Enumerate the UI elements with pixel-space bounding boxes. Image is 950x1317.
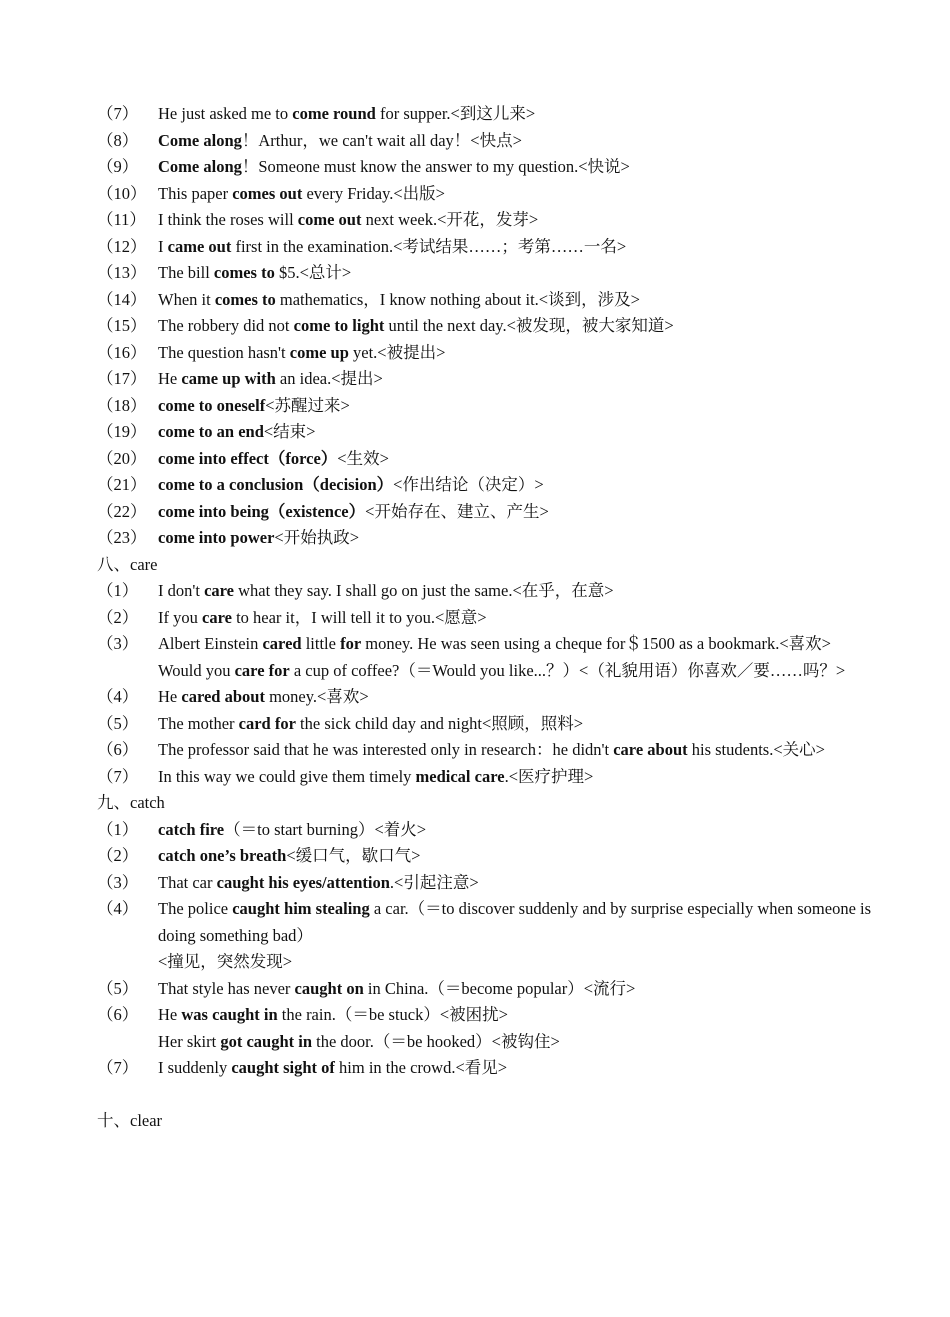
text-fragment: He just asked me to: [158, 104, 293, 123]
item-text: [158, 313, 877, 340]
item-number: （14）: [97, 289, 147, 309]
text-fragment: .<引起注意>: [389, 872, 479, 892]
text-fragment: If you: [158, 607, 202, 627]
text-fragment: Would you: [158, 660, 235, 680]
blank-line: [97, 1082, 877, 1109]
list-item: [97, 870, 877, 897]
item-text: [158, 340, 877, 367]
list-item: [97, 711, 877, 738]
text-fragment: <结束>: [263, 422, 316, 441]
text-fragment: money.<喜欢>: [264, 687, 369, 706]
text-fragment: I don't: [158, 581, 205, 600]
list-item: [97, 287, 877, 314]
bold-phrase: caught on: [294, 978, 364, 998]
item-text: [158, 1055, 877, 1082]
list-item: [97, 366, 877, 393]
text-fragment: to hear it，I will tell it to you.<愿意>: [231, 607, 487, 627]
list-item: [97, 446, 877, 473]
text-fragment: ！Someone must know the answer to my question.<快说>: [241, 157, 630, 176]
item-text: [158, 154, 877, 181]
item-number: （3）: [97, 634, 139, 653]
text-fragment: <开始存在、建立、产生>: [365, 501, 549, 521]
bold-phrase: caught him stealing: [232, 899, 370, 918]
bold-phrase: comes out: [232, 183, 303, 203]
text-fragment: every Friday.<出版>: [302, 183, 445, 203]
item-number: （1）: [97, 581, 139, 600]
text-fragment: <撞见，突然发现>: [158, 952, 293, 971]
list-item: [97, 631, 877, 658]
text-fragment: Albert Einstein: [158, 634, 263, 653]
item-text: [158, 817, 877, 844]
bold-phrase: card for: [238, 713, 296, 733]
item-text: [158, 684, 877, 711]
item-text: [158, 181, 877, 208]
item-text: [158, 737, 877, 764]
text-fragment: <缓口气，歇口气>: [286, 846, 421, 865]
item-text: [158, 446, 877, 473]
item-number: （9）: [97, 157, 139, 176]
bold-phrase: came up with: [181, 369, 276, 388]
bold-phrase: got caught in: [220, 1031, 313, 1051]
list-item: [97, 393, 877, 420]
section-heading: 八、care: [97, 554, 158, 574]
bold-phrase: comes to: [213, 263, 275, 282]
bold-phrase: comes to: [214, 289, 276, 309]
text-fragment: a car.（＝to discover suddenly and by surprise especially when someone is doing something bad）: [158, 899, 876, 945]
bold-phrase: cared about: [181, 687, 265, 706]
list-item: [97, 260, 877, 287]
list-item: [97, 737, 877, 764]
item-text: [158, 870, 877, 897]
item-number: （21）: [97, 475, 147, 494]
text-fragment: his students.<关心>: [687, 740, 825, 759]
list-item: [97, 154, 877, 181]
text-fragment: the rain.（＝be stuck）<被困扰>: [277, 1005, 508, 1024]
document-page: [97, 101, 877, 1135]
bold-phrase: medical care: [415, 766, 505, 786]
bold-phrase: cared: [262, 634, 302, 653]
text-fragment: little: [301, 634, 341, 653]
bold-phrase: come to an end: [158, 422, 264, 441]
text-fragment: the door.（＝be hooked）<被钩住>: [312, 1031, 560, 1051]
list-item: [97, 605, 877, 632]
text-fragment: <生效>: [337, 448, 389, 468]
text-fragment: （＝to start burning）<着火>: [224, 819, 427, 839]
item-number: （4）: [97, 899, 139, 918]
item-number: （2）: [97, 846, 139, 865]
item-text: [158, 525, 877, 552]
item-text: [158, 578, 877, 605]
item-text: [158, 711, 877, 738]
text-fragment: <苏醒过来>: [265, 395, 350, 415]
text-fragment: When it: [158, 289, 215, 309]
bold-phrase: come into being（existence）: [158, 501, 366, 521]
text-fragment: The mother: [158, 713, 239, 733]
list-item: [97, 843, 877, 870]
list-item: [97, 101, 877, 128]
text-fragment: yet.<被提出>: [348, 342, 446, 362]
bold-phrase: come into power: [158, 528, 275, 547]
item-number: （6）: [97, 740, 139, 759]
text-fragment: an idea.<提出>: [275, 369, 383, 388]
item-number: （12）: [97, 236, 147, 256]
text-fragment: That style has never: [158, 978, 295, 998]
text-fragment: $5.<总计>: [274, 263, 352, 282]
bold-phrase: come round: [292, 104, 376, 123]
text-fragment: I: [158, 236, 168, 256]
list-item: [97, 128, 877, 155]
item-text: [158, 499, 877, 526]
bold-phrase: come to oneself: [158, 395, 266, 415]
item-text: [158, 843, 877, 870]
bold-phrase: come up: [289, 342, 349, 362]
text-fragment: what they say. I shall go on just the same.<在乎，在意>: [234, 581, 614, 600]
item-number: （7）: [97, 766, 139, 786]
continuation-line: [97, 658, 877, 685]
text-fragment: until the next day.<被发现，被大家知道>: [384, 316, 674, 335]
bold-phrase: for: [340, 634, 362, 653]
text-fragment: He: [158, 687, 182, 706]
text-fragment: .<医疗护理>: [504, 766, 594, 786]
section-heading: 九、catch: [97, 793, 165, 812]
text-fragment: in China.（＝become popular）<流行>: [363, 978, 636, 998]
item-number: （8）: [97, 130, 139, 150]
bold-phrase: came out: [167, 236, 232, 256]
text-fragment: next week.<开花，发芽>: [361, 210, 539, 229]
item-number: （3）: [97, 872, 139, 892]
list-item: [97, 313, 877, 340]
text-fragment: He: [158, 1005, 182, 1024]
list-item: [97, 896, 877, 949]
bold-phrase: come to light: [293, 316, 385, 335]
item-text: [158, 393, 877, 420]
text-fragment: I suddenly: [158, 1058, 232, 1077]
list-item: [97, 578, 877, 605]
item-text: [158, 472, 877, 499]
list-item: [97, 340, 877, 367]
item-number: （5）: [97, 978, 139, 998]
text-fragment: I think the roses will: [158, 210, 298, 229]
item-number: （6）: [97, 1005, 139, 1024]
item-number: （2）: [97, 607, 139, 627]
item-text: [158, 419, 877, 446]
item-number: （19）: [97, 422, 147, 441]
text-fragment: The bill: [158, 263, 214, 282]
text-fragment: He: [158, 369, 182, 388]
list-item: [97, 472, 877, 499]
text-fragment: The robbery did not: [158, 316, 294, 335]
section-heading: 十、clear: [97, 1111, 163, 1130]
item-number: （23）: [97, 528, 147, 547]
bold-phrase: caught his eyes/attention: [216, 872, 390, 892]
item-text: [158, 260, 877, 287]
list-item: [97, 817, 877, 844]
text-fragment: The professor said that he was interested only in research：he didn't: [158, 740, 614, 759]
item-text: [158, 128, 877, 155]
list-item: [97, 207, 877, 234]
item-number: （20）: [97, 448, 147, 468]
list-item: [97, 764, 877, 791]
item-number: （1）: [97, 819, 139, 839]
bold-phrase: care about: [613, 740, 688, 759]
item-number: （17）: [97, 369, 147, 388]
item-text: [158, 631, 877, 658]
list-item: [97, 1055, 877, 1082]
bold-phrase: caught sight of: [231, 1058, 335, 1077]
bold-phrase: Come along: [158, 157, 242, 176]
text-fragment: This paper: [158, 183, 233, 203]
list-item: [97, 419, 877, 446]
item-text: [158, 207, 877, 234]
item-number: （11）: [97, 210, 146, 229]
text-fragment: Her skirt: [158, 1031, 221, 1051]
item-number: （15）: [97, 316, 147, 335]
item-text: [158, 896, 877, 949]
text-fragment: a cup of coffee?（＝Would you like...？）<（礼貌用语）你喜欢／要……吗？>: [289, 660, 846, 680]
item-number: （18）: [97, 395, 147, 415]
bold-phrase: come to a conclusion（decision）: [158, 475, 394, 494]
text-fragment: The question hasn't: [158, 342, 290, 362]
bold-phrase: catch one’s breath: [158, 846, 287, 865]
text-fragment: That car: [158, 872, 217, 892]
item-number: （7）: [97, 1058, 139, 1077]
bold-phrase: come into effect（force）: [158, 448, 338, 468]
item-text: [158, 234, 877, 261]
bold-phrase: catch fire: [158, 819, 225, 839]
item-number: （5）: [97, 713, 139, 733]
bold-phrase: care for: [234, 660, 290, 680]
list-item: [97, 684, 877, 711]
bold-phrase: was caught in: [181, 1005, 278, 1024]
item-text: [158, 1002, 877, 1029]
continuation-line: [97, 1029, 877, 1056]
item-number: （16）: [97, 342, 147, 362]
item-text: [158, 366, 877, 393]
text-fragment: The police: [158, 899, 233, 918]
bold-phrase: Come along: [158, 130, 242, 150]
item-text: [158, 976, 877, 1003]
list-item: [97, 181, 877, 208]
item-number: （10）: [97, 183, 147, 203]
list-item: [97, 525, 877, 552]
item-text: [158, 605, 877, 632]
text-fragment: <开始执政>: [274, 528, 360, 547]
list-item: [97, 1002, 877, 1029]
item-number: （4）: [97, 687, 139, 706]
item-number: （22）: [97, 501, 147, 521]
list-item: [97, 499, 877, 526]
bold-phrase: care: [202, 607, 232, 627]
item-text: [158, 764, 877, 791]
text-fragment: for supper.<到这儿来>: [375, 104, 536, 123]
text-fragment: In this way we could give them timely: [158, 766, 416, 786]
bold-phrase: care: [204, 581, 234, 600]
item-number: （7）: [97, 104, 139, 123]
list-item: [97, 234, 877, 261]
text-fragment: him in the crowd.<看见>: [334, 1058, 508, 1077]
text-fragment: money. He was seen using a cheque for＄1500 as a bookmark.<喜欢>: [361, 634, 831, 653]
item-text: [158, 287, 877, 314]
text-fragment: mathematics，I know nothing about it.<谈到，涉及>: [275, 289, 640, 309]
text-fragment: ！Arthur，we can't wait all day！<快点>: [241, 130, 522, 150]
text-fragment: first in the examination.<考试结果……；考第……一名>: [231, 236, 627, 256]
item-number: （13）: [97, 263, 147, 282]
list-item: [97, 976, 877, 1003]
bold-phrase: come out: [297, 210, 362, 229]
text-fragment: the sick child day and night<照顾，照料>: [295, 713, 584, 733]
text-fragment: <作出结论（决定）>: [393, 475, 544, 494]
continuation-line: [97, 949, 877, 976]
item-text: [158, 101, 877, 128]
